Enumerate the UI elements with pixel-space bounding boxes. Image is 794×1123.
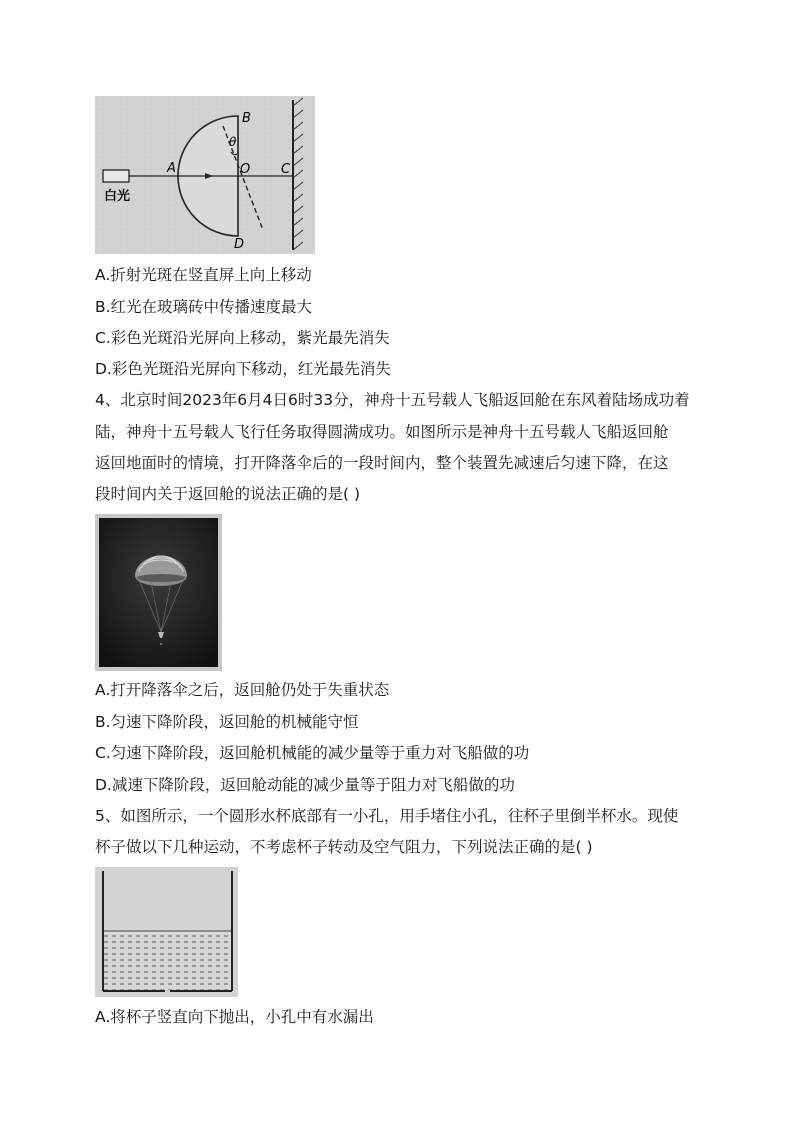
label-white-light: 白光 xyxy=(104,189,131,204)
q4-stem-line-3: 返回地面时的情境，打开降落伞后的一段时间内，整个装置先减速后匀速下降，在这 xyxy=(95,454,669,472)
optics-figure xyxy=(95,96,315,254)
q4-stem-line-1: 4、北京时间2023年6月4日6时33分，神舟十五号载人飞船返回舱在东风着陆场成功着 xyxy=(95,391,690,409)
q5-stem-line-2: 杯子做以下几种运动，不考虑杯子转动及空气阻力，下列说法正确的是( ) xyxy=(95,838,593,856)
label-D: D xyxy=(234,237,245,252)
label-theta: θ xyxy=(229,135,237,149)
q3-option-b: B.红光在玻璃砖中传播速度最大 xyxy=(95,298,313,316)
label-C: C xyxy=(281,162,291,177)
label-A: A xyxy=(167,161,176,176)
q4-stem-line-4: 段时间内关于返回舱的说法正确的是( ) xyxy=(95,485,361,503)
label-B: B xyxy=(242,111,251,126)
cup-figure xyxy=(95,867,238,997)
q4-option-a: A.打开降落伞之后，返回舱仍处于失重状态 xyxy=(95,681,390,699)
q5-stem-line-1: 5、如图所示，一个圆形水杯底部有一小孔，用手堵住小孔，往杯子里倒半杯水。现使 xyxy=(95,807,679,825)
q4-option-b: B.匀速下降阶段，返回舱的机械能守恒 xyxy=(95,713,359,731)
parachute-photo xyxy=(95,514,222,671)
q4-stem-line-2: 陆，神舟十五号载人飞行任务取得圆满成功。如图所示是神舟十五号载人飞船返回舱 xyxy=(95,423,669,441)
label-O: O xyxy=(240,162,251,177)
q3-option-d: D.彩色光斑沿光屏向下移动，红光最先消失 xyxy=(95,360,391,378)
q3-option-a: A.折射光斑在竖直屏上向上移动 xyxy=(95,266,312,284)
q5-option-a: A.将杯子竖直向下抛出，小孔中有水漏出 xyxy=(95,1008,374,1026)
q3-option-c: C.彩色光斑沿光屏向上移动，紫光最先消失 xyxy=(95,329,390,347)
q4-option-d: D.减速下降阶段，返回舱动能的减少量等于阻力对飞船做的功 xyxy=(95,776,515,794)
q4-option-c: C.匀速下降阶段，返回舱机械能的减少量等于重力对飞船做的功 xyxy=(95,744,530,762)
